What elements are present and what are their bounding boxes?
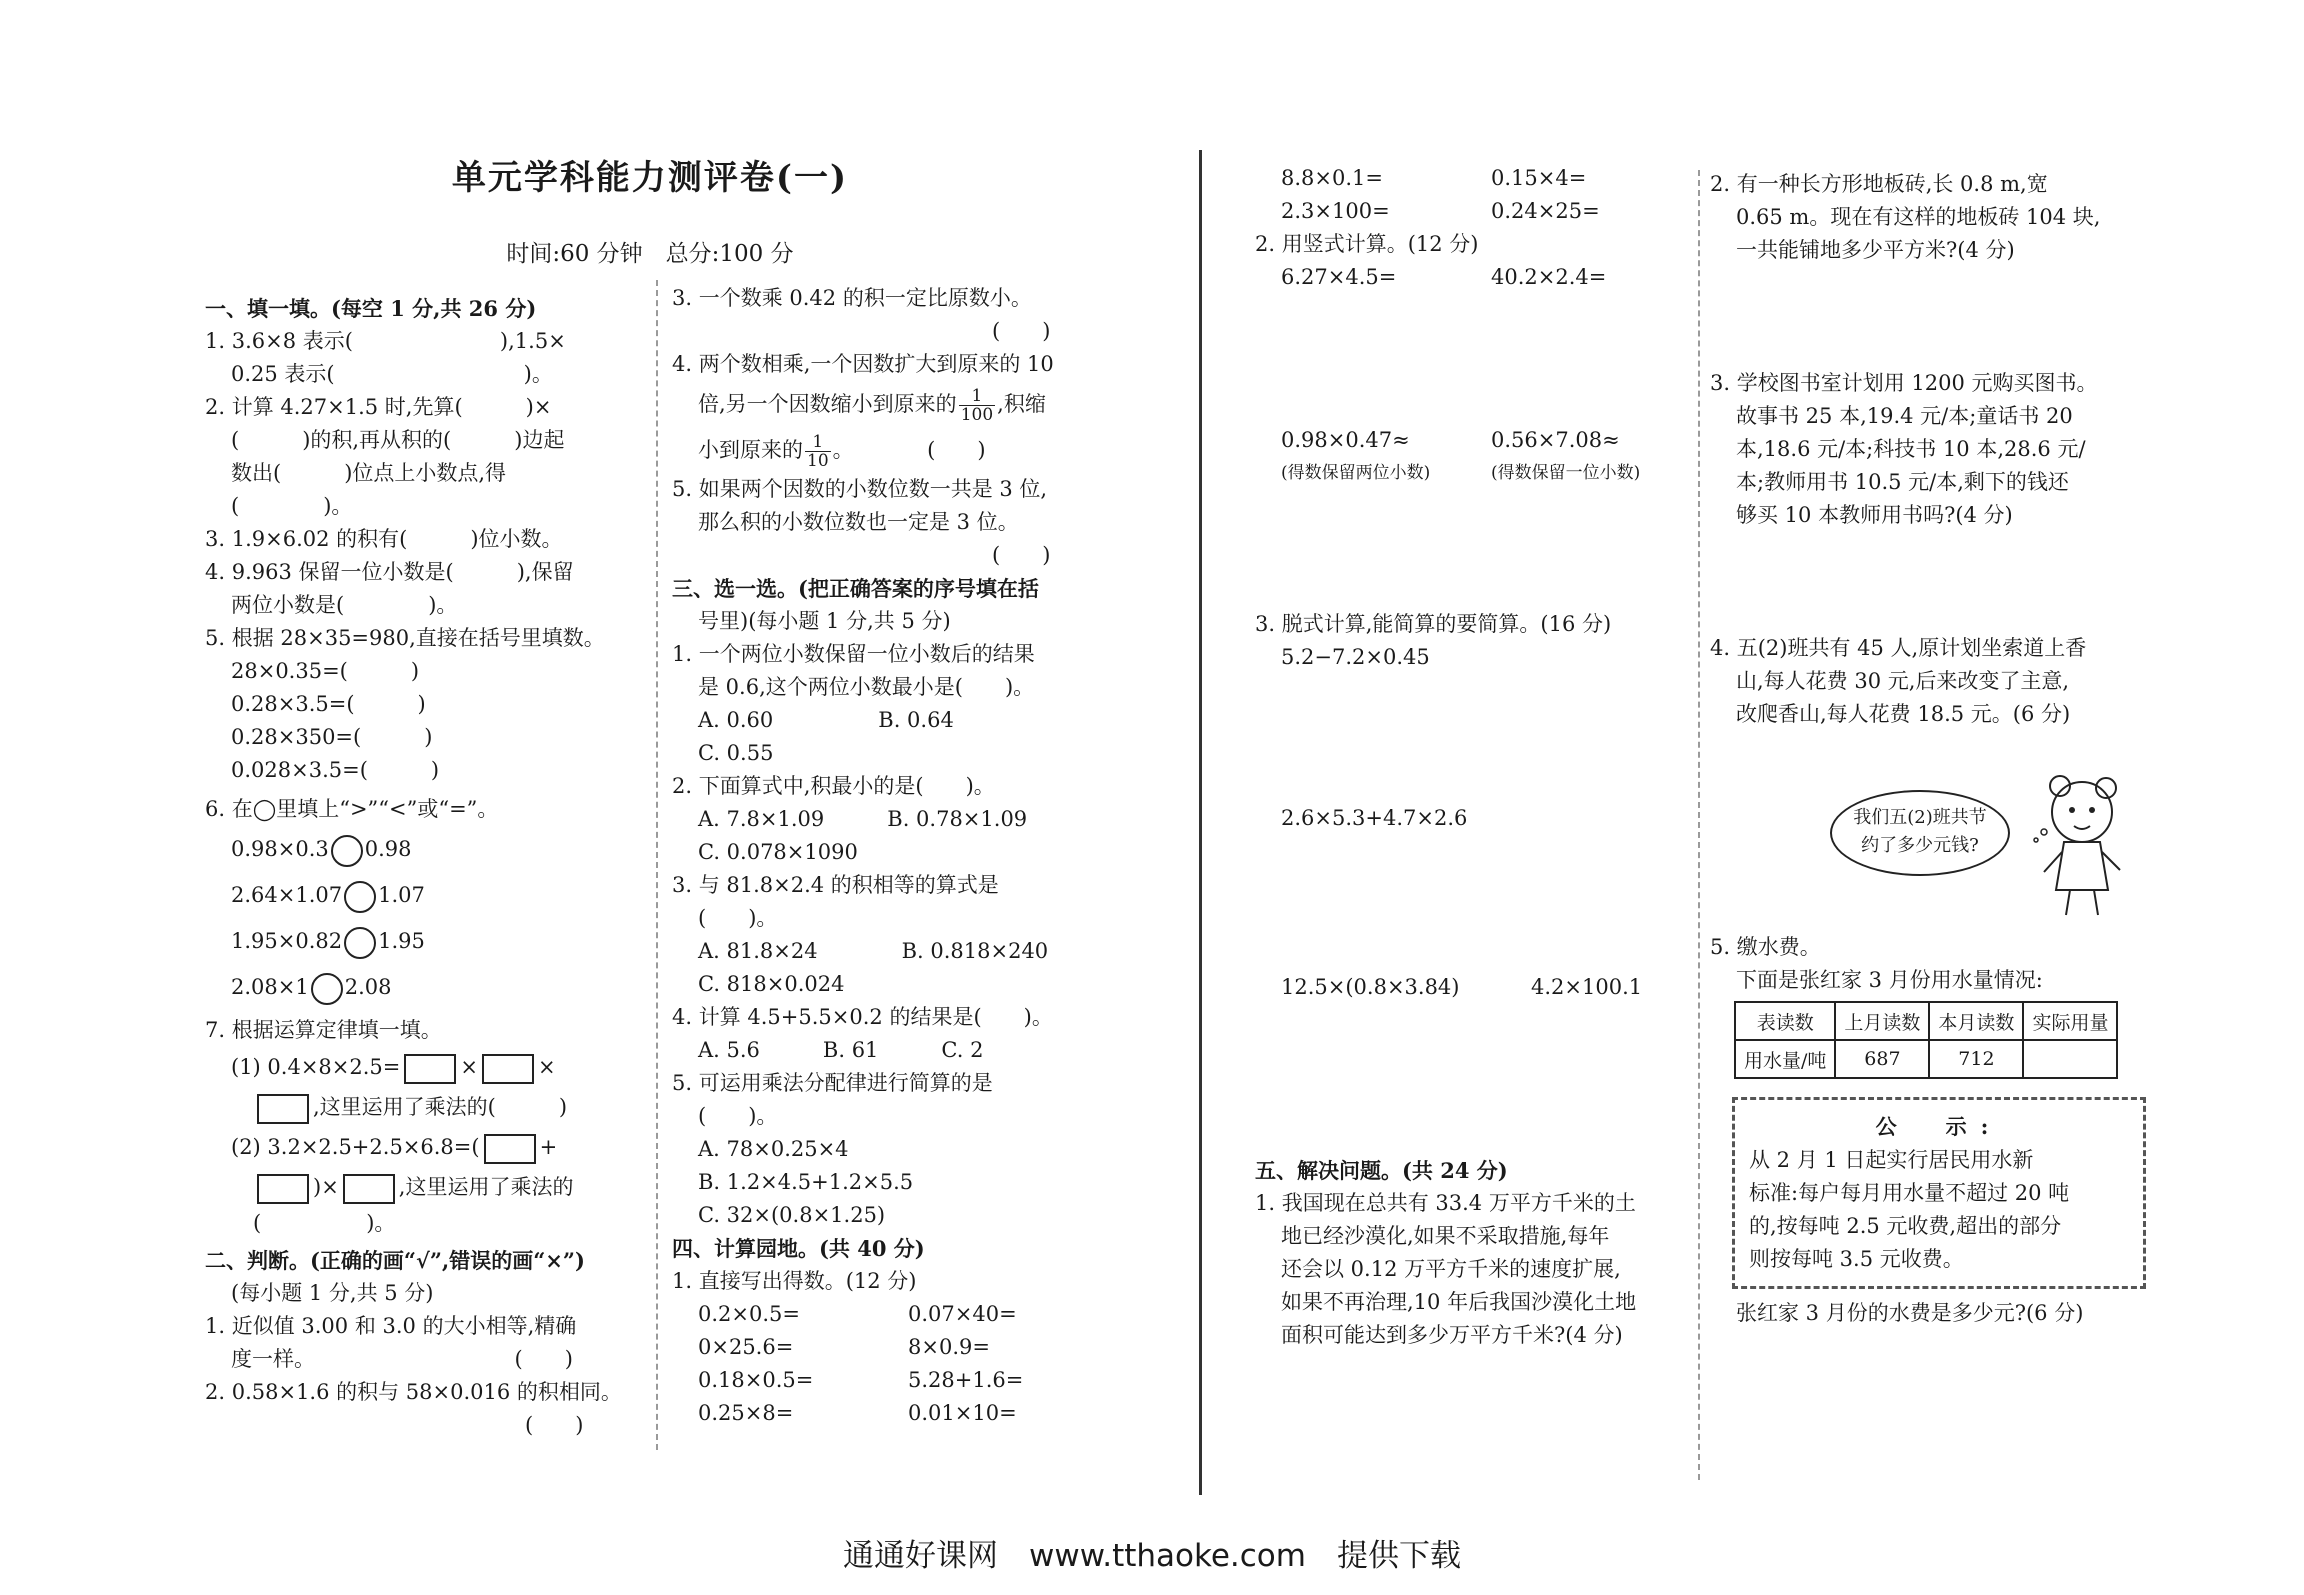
text-line: 1. 近似值 3.00 和 3.0 的大小相等,精确	[205, 1314, 577, 1338]
answer-box[interactable]	[404, 1054, 456, 1084]
text-line: 2. 有一种长方形地板砖,长 0.8 m,宽	[1710, 172, 2048, 196]
text-line: ( )	[698, 543, 1051, 567]
text-line: 4. 计算 4.5+5.5×0.2 的结果是( )。	[672, 1005, 1053, 1029]
expr: 0.2×0.5=	[698, 1302, 800, 1326]
text-line: 如果不再治理,10 年后我国沙漠化土地	[1281, 1290, 1637, 1314]
q7-p1-text: (1) 0.4×8×2.5=	[231, 1055, 401, 1079]
text-line: 1. 直接写出得数。(12 分)	[672, 1269, 917, 1293]
q6-label: 6. 在◯里填上“>”“<”或“=”。	[205, 797, 499, 821]
table-header-cell: 上月读数	[1835, 1002, 1929, 1040]
text-line: 0.028×3.5=( )	[231, 758, 440, 782]
text-line: 山,每人花费 30 元,后来改变了主意,	[1736, 669, 2070, 693]
answer-circle[interactable]	[331, 835, 363, 867]
expr: 0.01×10=	[908, 1401, 1017, 1425]
text-line: 5. 可运用乘法分配律进行简算的是	[672, 1071, 993, 1095]
text-line: 28×0.35=( )	[231, 659, 420, 683]
bubble-line: 我们五(2)班共节	[1853, 807, 1987, 828]
footer-source: 通通好课网 www.tthaoke.com 提供下载	[843, 1538, 1461, 1574]
q7-part2c: ( )。	[253, 1211, 396, 1235]
text-line: 2. 0.58×1.6 的积与 58×0.016 的积相同。	[205, 1380, 622, 1404]
text-line: 3. 1.9×6.02 的积有( )位小数。	[205, 527, 563, 551]
text-line: 1. 我国现在总共有 33.4 万平方千米的土	[1255, 1191, 1636, 1215]
table-header-cell: 本月读数	[1929, 1002, 2023, 1040]
problem-4	[1710, 632, 2142, 731]
section-judge	[205, 1244, 645, 1442]
expr: 40.2×2.4=	[1491, 265, 1607, 289]
text-line: 本,18.6 元/本;科技书 10 本,28.6 元/	[1736, 437, 2086, 461]
answer-box[interactable]	[343, 1174, 395, 1204]
text-line: C. 32×(0.8×1.25)	[698, 1203, 886, 1227]
expr: 0.07×40=	[908, 1302, 1017, 1326]
column-b	[672, 282, 1112, 1430]
text-line: 四、计算园地。(共 40 分)	[672, 1236, 925, 1261]
vertical-calc-row	[1255, 261, 1690, 294]
text-line: A. 0.60 B. 0.64	[698, 708, 954, 732]
compare-right: 1.95	[378, 929, 425, 953]
table-cell: 用水量/吨	[1735, 1040, 1835, 1078]
text-line: 二、判断。(正确的画“√”,错误的画“×”)	[205, 1248, 585, 1273]
q7-p2-text3: ,这里运用了乘法的	[398, 1175, 574, 1199]
text-line: 1. 3.6×8 表示( ),1.5×	[205, 329, 566, 353]
compare-row	[205, 872, 645, 918]
text-line: A. 7.8×1.09 B. 0.78×1.09	[698, 807, 1028, 831]
answer-circle[interactable]	[311, 973, 343, 1005]
q7-part2: (2) 3.2×2.5+2.5×6.8=( +	[205, 1127, 645, 1167]
bubble-line: 约了多少元钱?	[1861, 835, 1979, 856]
section-choose	[672, 473, 1112, 1298]
text-line: 那么积的小数位数也一定是 3 位。	[698, 510, 1019, 534]
expr: 5.28+1.6=	[908, 1368, 1024, 1392]
judge-continued	[672, 282, 1112, 381]
text-line: 3. 学校图书室计划用 1200 元购买图书。	[1710, 371, 2098, 395]
answer-circle[interactable]	[344, 881, 376, 913]
table-cell[interactable]	[2023, 1040, 2117, 1078]
vertical-calc-note	[1255, 457, 1690, 490]
problem-5-question: 张红家 3 月份的水费是多少元?(6 分)	[1736, 1301, 2084, 1325]
text-line: 是 0.6,这个两位小数最小是( )。	[698, 675, 1035, 699]
text-line: C. 0.55	[698, 741, 774, 765]
text-line: 2. 下面算式中,积最小的是( )。	[672, 774, 995, 798]
text-line: 度一样。 ( )	[231, 1347, 573, 1371]
water-usage-table	[1734, 1001, 2118, 1079]
frac-line-1	[672, 381, 1112, 427]
frac-line-2	[672, 427, 1112, 473]
exam-title: 单元学科能力测评卷(一)	[451, 158, 849, 198]
section-problems: 五、解决问题。(共 24 分)	[1255, 1158, 1508, 1183]
frac-text: ,积缩	[997, 392, 1046, 416]
expr: 0.24×25=	[1491, 199, 1600, 223]
speech-bubble	[1830, 790, 2010, 876]
compare-row	[205, 964, 645, 1010]
text-line: 4. 两个数相乘,一个因数扩大到原来的 10	[672, 352, 1054, 376]
notice-text	[1749, 1144, 2129, 1276]
text-line: 从 2 月 1 日起实行居民用水新	[1749, 1148, 2034, 1172]
answer-box[interactable]	[482, 1054, 534, 1084]
text-line: 3. 一个数乘 0.42 的积一定比原数小。	[672, 286, 1032, 310]
text-line: 0.25 表示( )。	[231, 362, 553, 386]
text-line: 号里)(每小题 1 分,共 5 分)	[698, 609, 951, 633]
text-line: ( )	[231, 1413, 584, 1437]
expr: 8×0.9=	[908, 1335, 990, 1359]
fraction	[959, 387, 995, 424]
text-line: C. 0.078×1090	[698, 840, 858, 864]
text-line: C. 818×0.024	[698, 972, 845, 996]
compare-left: 0.98×0.3	[231, 837, 329, 861]
text-line: 5. 如果两个因数的小数位数一共是 3 位,	[672, 477, 1048, 501]
text-line: 1. 一个两位小数保留一位小数后的结果	[672, 642, 1035, 666]
table-header-cell: 实际用量	[2023, 1002, 2117, 1040]
fraction-numerator: 1	[959, 387, 995, 406]
calc-row	[1281, 162, 1690, 195]
table-header-row	[1735, 1002, 2117, 1040]
q6-items	[205, 826, 645, 1010]
frac-text: 倍,另一个因数缩小到原来的	[698, 392, 957, 416]
text-line: 4. 五(2)班共有 45 人,原计划坐索道上香	[1710, 636, 2087, 660]
text-line: 改爬香山,每人花费 18.5 元。(6 分)	[1736, 702, 2071, 726]
expr: 8.8×0.1=	[1281, 166, 1383, 190]
section-fill-in	[205, 292, 645, 787]
problem-1	[1255, 1187, 1690, 1352]
q7-part2b	[205, 1167, 645, 1207]
expr: 12.5×(0.8×3.84)	[1281, 975, 1460, 999]
text-line: 三、选一选。(把正确答案的序号填在括	[672, 576, 1039, 601]
expr: 6.27×4.5=	[1281, 265, 1397, 289]
note: (得数保留两位小数)	[1281, 463, 1431, 483]
vertical-calc-row	[1255, 424, 1690, 457]
calc-row	[698, 1298, 1112, 1331]
column-a	[205, 292, 645, 1442]
calc-row	[698, 1331, 1112, 1364]
text-line: 2. 计算 4.27×1.5 时,先算( )×	[205, 395, 552, 419]
column-d	[1710, 168, 2142, 1330]
expr: 2.6×5.3+4.7×2.6	[1281, 806, 1468, 830]
compare-left: 1.95×0.82	[231, 929, 343, 953]
q7-part1b	[205, 1087, 645, 1127]
text-line: 故事书 25 本,19.4 元/本;童话书 20	[1736, 404, 2073, 428]
answer-circle[interactable]	[344, 927, 376, 959]
compare-row	[205, 826, 645, 872]
q7-p2-text: (2) 3.2×2.5+2.5×6.8=(	[231, 1135, 480, 1159]
note: (得数保留一位小数)	[1491, 463, 1641, 483]
fraction-denominator: 100	[960, 405, 994, 425]
expr: 0.18×0.5=	[698, 1368, 814, 1392]
text-line: A. 78×0.25×4	[698, 1137, 849, 1161]
q7-p1-text2: ,这里运用了乘法的( )	[313, 1095, 568, 1119]
calc-row	[698, 1397, 1112, 1430]
direct-calc-cont	[1255, 162, 1690, 228]
text-line: 5. 根据 28×35=980,直接在括号里填数。	[205, 626, 605, 650]
table-cell: 712	[1929, 1040, 2023, 1078]
text-line: 一共能铺地多少平方米?(4 分)	[1736, 238, 2015, 262]
fraction	[805, 433, 831, 470]
problem-2	[1710, 168, 2142, 267]
expr: 0.15×4=	[1491, 166, 1587, 190]
column-divider	[656, 280, 658, 1450]
q7-label: 7. 根据运算定律填一填。	[205, 1018, 442, 1042]
compare-right: 2.08	[344, 975, 392, 999]
text-line: 的,按每吨 2.5 元收费,超出的部分	[1749, 1214, 2062, 1238]
calc-row	[1281, 195, 1690, 228]
expr: 0×25.6=	[698, 1335, 794, 1359]
fraction-numerator: 1	[805, 433, 831, 452]
expr: 0.56×7.08≈	[1491, 428, 1620, 452]
text-line: 够买 10 本教师用书吗?(4 分)	[1736, 503, 2013, 527]
text-line: 一、填一填。(每空 1 分,共 26 分)	[205, 296, 537, 321]
exam-subtitle: 时间:60 分钟 总分:100 分	[506, 241, 794, 267]
frac-text: 小到原来的	[698, 438, 803, 462]
text-line: (每小题 1 分,共 5 分)	[231, 1281, 434, 1305]
text-line: ( )	[698, 319, 1051, 343]
direct-calc	[672, 1298, 1112, 1430]
text-line: 则按每吨 3.5 元收费。	[1749, 1247, 1964, 1271]
answer-box[interactable]	[484, 1134, 536, 1164]
text-line: 还会以 0.12 万平方千米的速度扩展,	[1281, 1257, 1621, 1281]
q7-p2-text2: )×	[313, 1175, 339, 1199]
text-line: 3. 与 81.8×2.4 的积相等的算式是	[672, 873, 999, 897]
expr: 5.2−7.2×0.45	[1281, 645, 1430, 669]
table-header-cell: 表读数	[1735, 1002, 1835, 1040]
text-line: 地已经沙漠化,如果不采取措施,每年	[1281, 1224, 1610, 1248]
text-line: B. 1.2×4.5+1.2×5.5	[698, 1170, 914, 1194]
text-line: 两位小数是( )。	[231, 593, 458, 617]
compare-left: 2.64×1.07	[231, 883, 343, 907]
text-line: 面积可能达到多少万平方千米?(4 分)	[1281, 1323, 1623, 1347]
text-line: 本;教师用书 10.5 元/本,剩下的钱还	[1736, 470, 2069, 494]
expr: 0.98×0.47≈	[1281, 428, 1410, 452]
vertical-calc-label: 2. 用竖式计算。(12 分)	[1255, 232, 1479, 256]
cartoon-girl-icon	[2030, 770, 2140, 920]
answer-box[interactable]	[257, 1174, 309, 1204]
expr: 0.25×8=	[698, 1401, 794, 1425]
frac-text: 。 ( )	[832, 438, 986, 462]
text-line: 0.28×3.5=( )	[231, 692, 426, 716]
stepwise-row	[1255, 971, 1690, 1004]
column-c	[1255, 162, 1690, 1352]
stepwise-label: 3. 脱式计算,能简算的要简算。(16 分)	[1255, 612, 1612, 636]
text-line: 0.28×350=( )	[231, 725, 433, 749]
expr: 4.2×100.1	[1531, 975, 1643, 999]
text-line: 标准:每户每月用水量不超过 20 吨	[1749, 1181, 2070, 1205]
text-line: ( )。	[231, 494, 353, 518]
calc-row	[698, 1364, 1112, 1397]
problem-5-intro: 下面是张红家 3 月份用水量情况:	[1736, 968, 2043, 992]
q7-part1: (1) 0.4×8×2.5= × ×	[205, 1047, 645, 1087]
text-line: ( )。	[698, 1104, 778, 1128]
text-line: ( )的积,再从积的( )边起	[231, 428, 565, 452]
text-line: 数出( )位点上小数点,得	[231, 461, 507, 485]
text-line: A. 81.8×24 B. 0.818×240	[698, 939, 1049, 963]
text-line: 0.65 m。现在有这样的地板砖 104 块,	[1736, 205, 2101, 229]
table-row	[1735, 1040, 2117, 1078]
column-divider	[1698, 170, 1700, 1480]
compare-right: 0.98	[364, 837, 412, 861]
notice-title: 公 示:	[1875, 1114, 2003, 1139]
page-fold-line	[1199, 150, 1202, 1495]
compare-left: 2.08×1	[231, 975, 309, 999]
expr: 2.3×100=	[1281, 199, 1390, 223]
compare-right: 1.07	[378, 883, 425, 907]
text-line: ( )。	[698, 906, 778, 930]
compare-row	[205, 918, 645, 964]
text-line: 4. 9.963 保留一位小数是( ),保留	[205, 560, 574, 584]
problem-5-label: 5. 缴水费。	[1710, 935, 1821, 959]
answer-box[interactable]	[257, 1094, 309, 1124]
fraction-denominator: 10	[807, 451, 829, 471]
table-cell: 687	[1835, 1040, 1929, 1078]
problem-3	[1710, 367, 2142, 532]
text-line: A. 5.6 B. 61 C. 2	[698, 1038, 984, 1062]
notice-box	[1732, 1097, 2146, 1289]
